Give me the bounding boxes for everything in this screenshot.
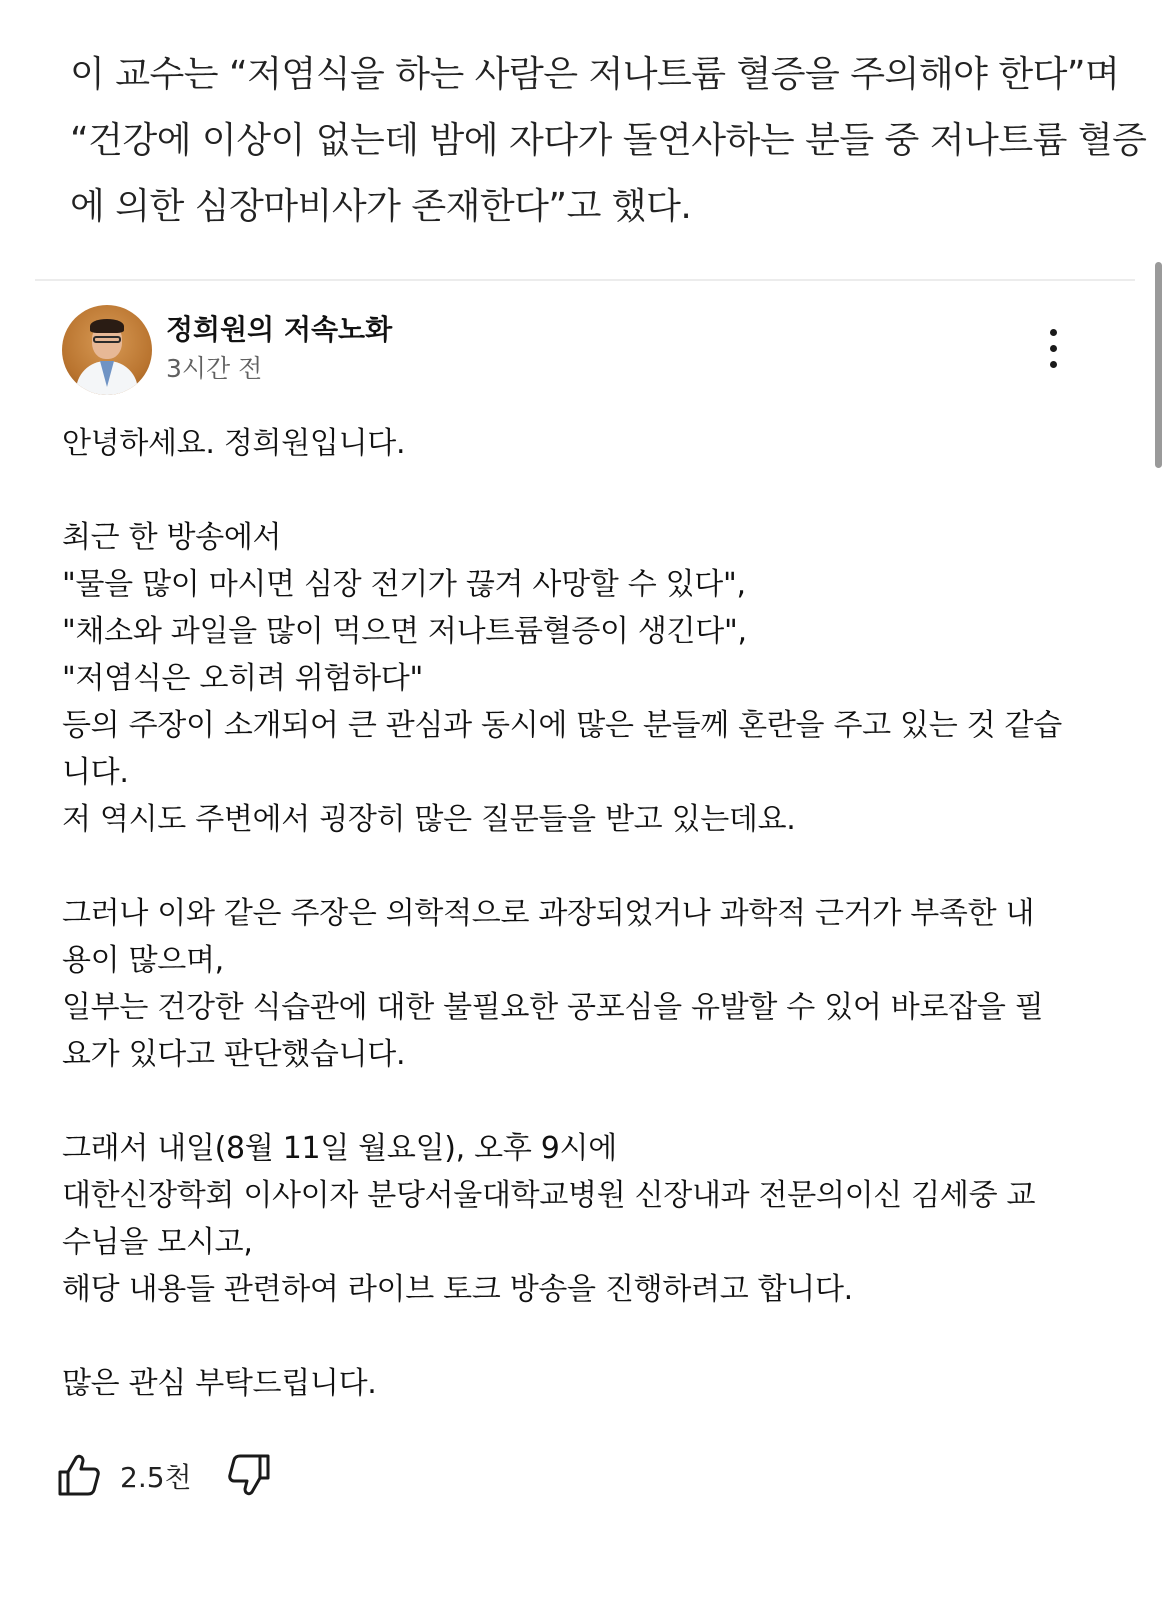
post-line: "저염식은 오히려 위험하다"	[62, 661, 423, 696]
section-divider	[35, 279, 1135, 281]
post-line: 일부는 건강한 식습관에 대한 불필요한 공포심을 유발할 수 있어 바로잡을 필	[62, 990, 1044, 1025]
post-line: 그래서 내일(8월 11일 월요일), 오후 9시에	[62, 1131, 617, 1166]
post-line: 니다.	[62, 755, 129, 790]
post-line: "물을 많이 마시면 심장 전기가 끊겨 사망할 수 있다",	[62, 567, 746, 602]
channel-avatar[interactable]	[62, 305, 152, 395]
like-count: 2.5천	[120, 1461, 192, 1494]
post-header	[62, 305, 1112, 397]
more-vert-icon[interactable]	[1038, 323, 1068, 373]
post-line: 최근 한 방송에서	[62, 520, 282, 555]
article-line: “건강에 이상이 없는데 밤에 자다가 돌연사하는 분들 중 저나트륨 혈증	[70, 120, 1147, 161]
post-line: 요가 있다고 판단했습니다.	[62, 1037, 406, 1072]
post-time: 3시간 전	[166, 354, 263, 383]
post-actions	[56, 1452, 456, 1498]
scrollbar[interactable]	[1155, 262, 1162, 468]
post-line: 그러나 이와 같은 주장은 의학적으로 과장되었거나 과학적 근거가 부족한 내	[62, 896, 1035, 931]
post-line: 많은 관심 부탁드립니다.	[62, 1366, 377, 1401]
post-line: 저 역시도 주변에서 굉장히 많은 질문들을 받고 있는데요.	[62, 802, 796, 837]
channel-name[interactable]: 정희원의 저속노화	[166, 313, 393, 346]
article-line: 에 의한 심장마비사가 존재한다”고 했다.	[70, 186, 692, 227]
post-line: 등의 주장이 소개되어 큰 관심과 동시에 많은 분들께 혼란을 주고 있는 것 같습	[62, 708, 1062, 743]
article-line: 이 교수는 “저염식을 하는 사람은 저나트륨 혈증을 주의해야 한다”며	[70, 54, 1120, 95]
post-body	[62, 420, 1102, 1407]
post-line: 해당 내용들 관련하여 라이브 토크 방송을 진행하려고 합니다.	[62, 1272, 853, 1307]
article-quote	[70, 42, 1147, 240]
post-line: 용이 많으며,	[62, 943, 224, 978]
post-line: 안녕하세요. 정희원입니다.	[62, 426, 406, 461]
post-line: 대한신장학회 이사이자 분당서울대학교병원 신장내과 전문의이신 김세중 교	[62, 1178, 1036, 1213]
thumbs-up-icon[interactable]	[56, 1452, 102, 1498]
post-line: "채소와 과일을 많이 먹으면 저나트륨혈증이 생긴다",	[62, 614, 747, 649]
thumbs-down-icon[interactable]	[226, 1452, 272, 1498]
post-line: 수님을 모시고,	[62, 1225, 253, 1260]
